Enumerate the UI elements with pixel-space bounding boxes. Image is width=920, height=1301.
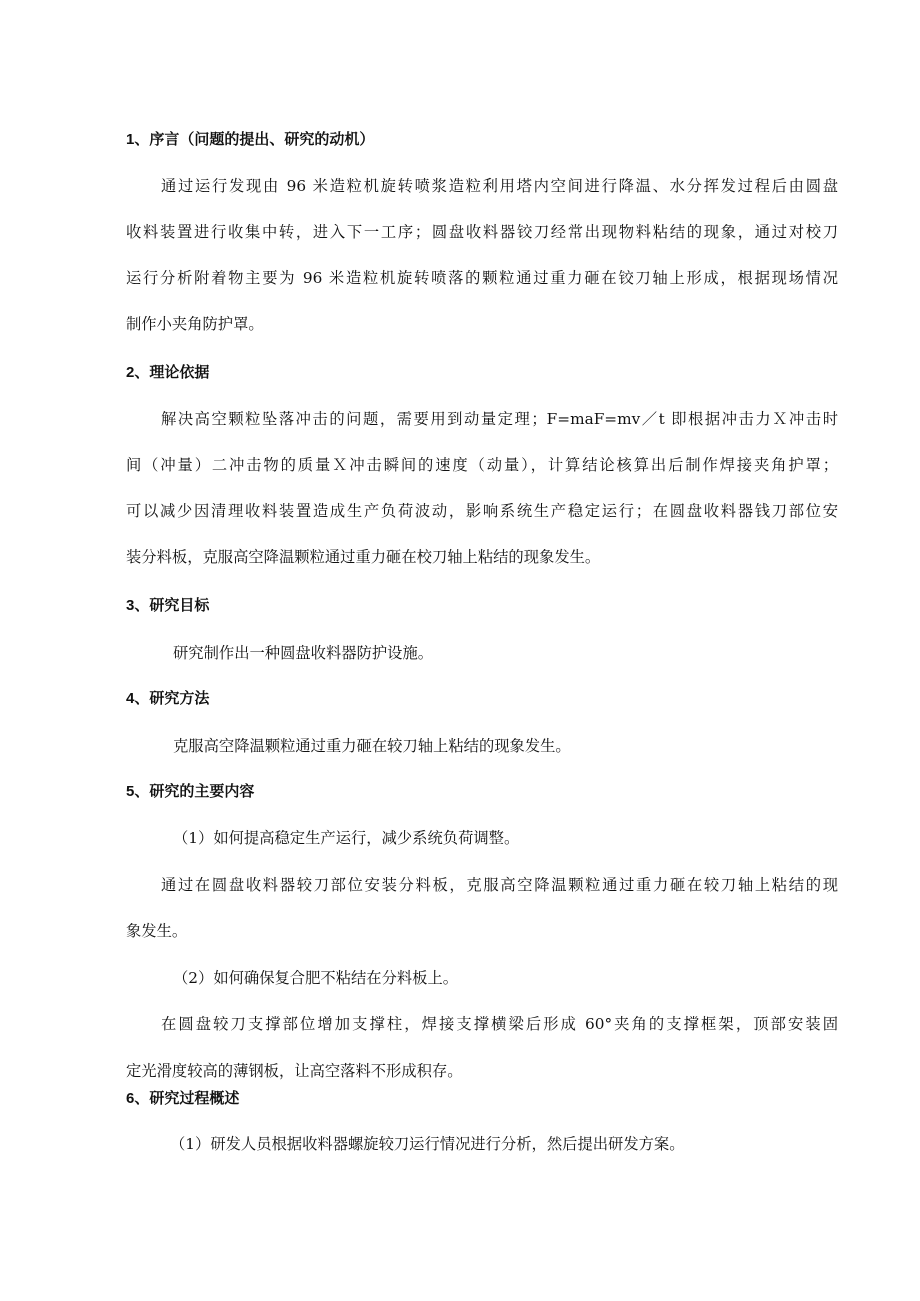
paragraph-line: 研究制作出一种圆盘收料器防护设施。 xyxy=(173,644,434,662)
paragraph-line: 制作小夹角防护罩。 xyxy=(126,315,264,333)
paragraph-line: 可以减少因清理收料装置造成生产负荷波动，影响系统生产稳定运行；在圆盘收料器钱刀部位安 xyxy=(126,502,838,520)
list-item: （1）研发人员根据收料器螺旋较刀运行情况进行分析，然后提出研发方案。 xyxy=(170,1135,685,1153)
paragraph-line: 通过在圆盘收料器较刀部位安装分料板，克服高空降温颗粒通过重力砸在较刀轴上粘结的现 xyxy=(161,876,838,894)
paragraph-line: 解决高空颗粒坠落冲击的问题，需要用到动量定理；F=maF=mv／t 即根据冲击力Ｘ冲击时 xyxy=(161,410,838,428)
section-heading-preface: 1、序言（问题的提出、研究的动机） xyxy=(126,131,375,148)
paragraph-line: 装分料板，克服高空降温颗粒通过重力砸在校刀轴上粘结的现象发生。 xyxy=(126,548,601,566)
list-item: （1）如何提高稳定生产运行，减少系统负荷调整。 xyxy=(173,829,520,847)
paragraph-line: 收料装置进行收集中转，进入下一工序；圆盘收料器铰刀经常出现物料粘结的现象，通过对校刀 xyxy=(126,223,838,241)
paragraph-line: 定光滑度较高的薄钢板，让高空落料不形成积存。 xyxy=(126,1062,463,1080)
paragraph-line: 克服高空降温颗粒通过重力砸在较刀轴上粘结的现象发生。 xyxy=(173,737,571,755)
section-heading-process: 6、研究过程概述 xyxy=(126,1090,240,1107)
section-heading-theory: 2、理论依据 xyxy=(126,364,210,381)
paragraph-line: 通过运行发现由 96 米造粒机旋转喷浆造粒利用塔内空间进行降温、水分挥发过程后由圆盘 xyxy=(161,177,838,195)
paragraph-line: 在圆盘较刀支撑部位增加支撑柱，焊接支撑横梁后形成 60°夹角的支撑框架，顶部安装固 xyxy=(161,1015,838,1033)
section-heading-method: 4、研究方法 xyxy=(126,690,210,707)
section-heading-goal: 3、研究目标 xyxy=(126,597,210,614)
section-heading-main-content: 5、研究的主要内容 xyxy=(126,783,255,800)
list-item: （2）如何确保复合肥不粘结在分料板上。 xyxy=(173,969,459,987)
paragraph-line: 间（冲量）二冲击物的质量Ｘ冲击瞬间的速度（动量），计算结论核算出后制作焊接夹角护罩； xyxy=(126,456,838,474)
paragraph-line: 运行分析附着物主要为 96 米造粒机旋转喷落的颗粒通过重力砸在铰刀轴上形成，根据现场情况 xyxy=(126,269,838,287)
paragraph-line: 象发生。 xyxy=(126,922,188,940)
